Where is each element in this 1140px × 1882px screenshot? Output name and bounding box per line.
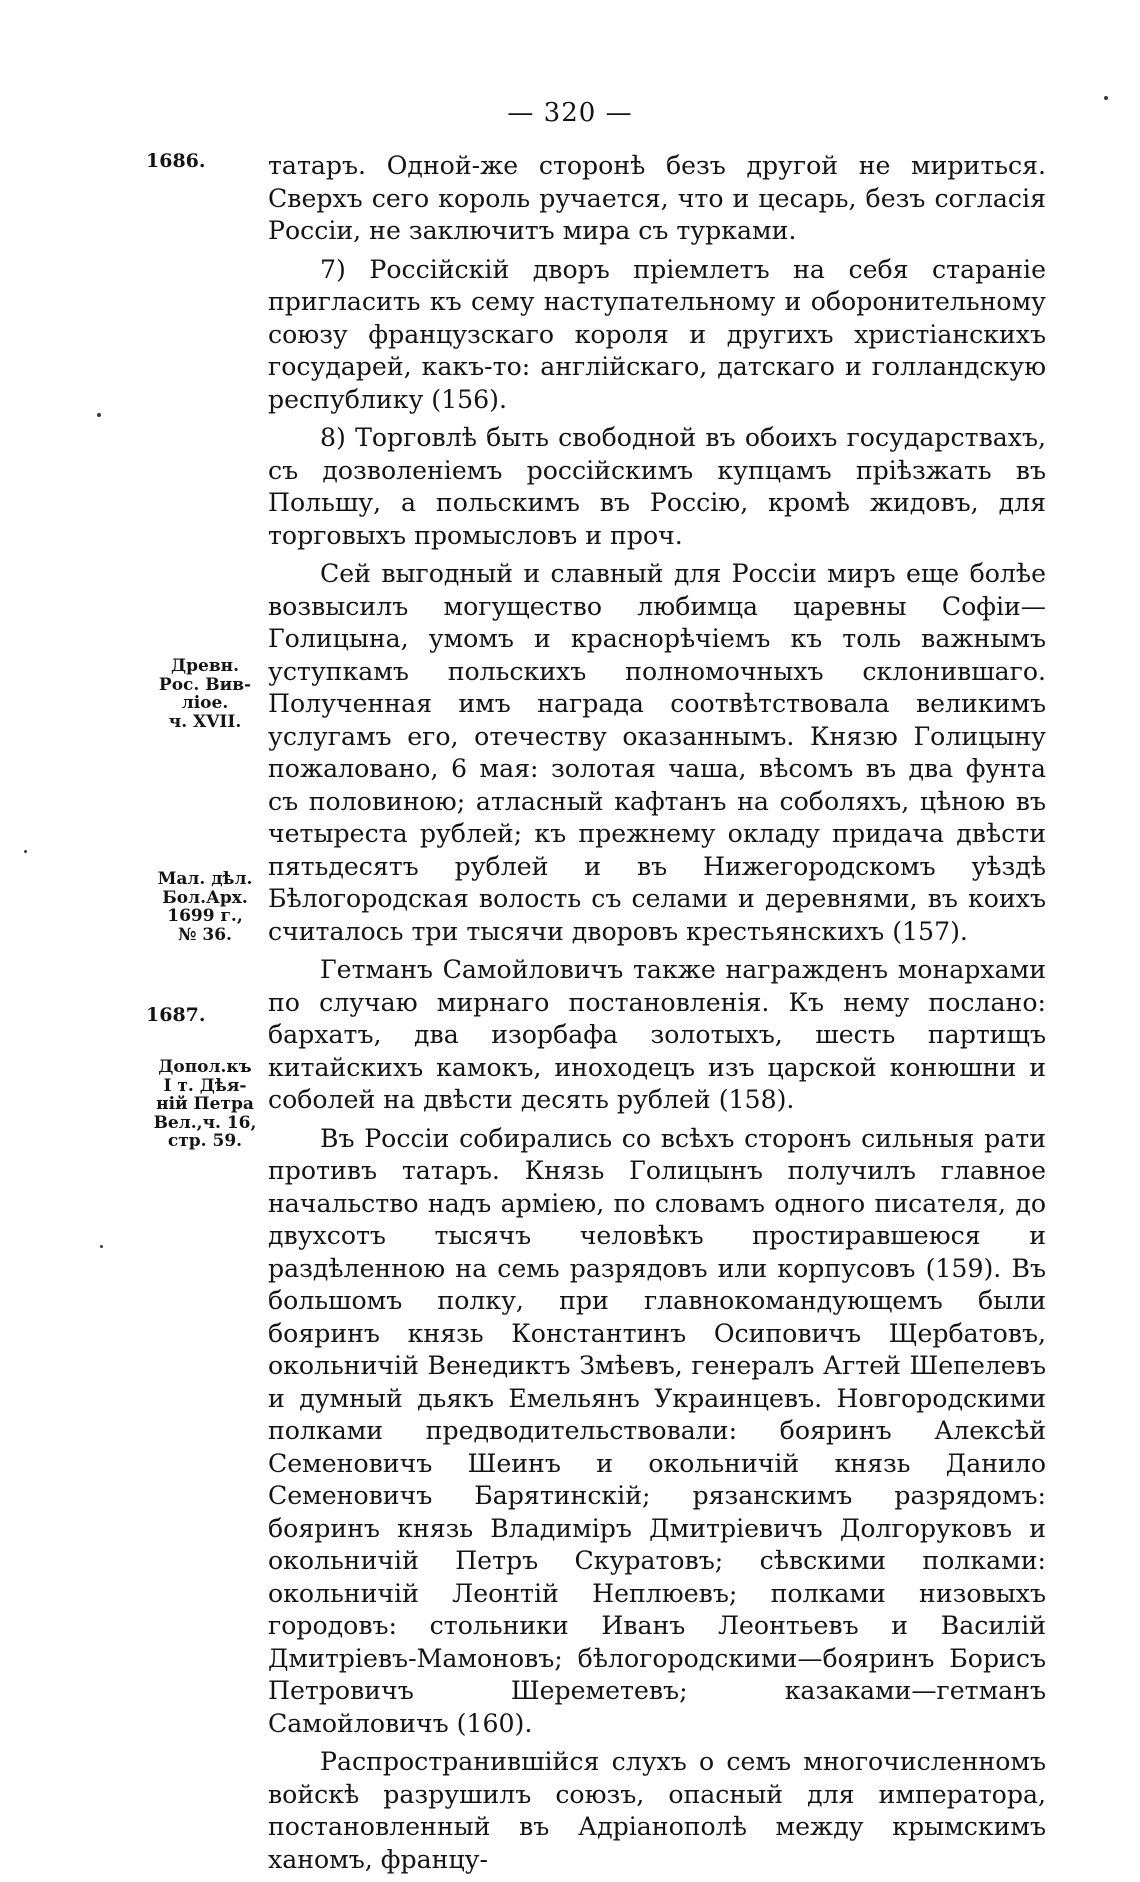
margin-year-1687: 1687. <box>146 1004 206 1026</box>
margin-note-archive: Мал. дѣл. Бол.Арх. 1699 г., № 36. <box>157 869 253 945</box>
paragraph-rumour: Распространившійся слухъ о семъ многочисленномъ войскѣ разрушилъ союзъ, опасный для императора, постановленный въ Адріанополѣ между крымскимъ ханомъ, францу- <box>268 1747 1046 1874</box>
scan-speck <box>24 850 27 853</box>
scan-speck <box>100 1245 103 1248</box>
main-text <box>268 150 1046 1882</box>
paragraph-article-8: 8) Торговлѣ быть свободной въ обоихъ государствахъ, съ дозволеніемъ россійскимъ купцамъ пріѣзжать въ Польшу, а польскимъ въ Россію, кромѣ жидовъ, для торговыхъ промысловъ и проч. <box>268 423 1046 550</box>
paragraph-golitsyn-reward: Сей выгодный и славный для Россіи миръ еще болѣе возвысилъ могущество любимца царевны Софіи—Голицына, умомъ и краснорѣчіемъ къ толь важнымъ уступкамъ польскихъ полномочныхъ склонившаго. Полученная имъ награда соотвѣтствовала великимъ услугамъ его, отечеству оказаннымъ. Князю Голицыну пожаловано, 6 мая: золотая чаша, вѣсомъ въ два фунта съ половиною; атласный кафтанъ на соболяхъ, цѣною въ четыреста рублей; къ прежнему окладу придача двѣсти пятьдесятъ рублей и въ Нижегородскомъ уѣздѣ Бѣлогородская волость съ селами и деревнями, въ коихъ считалось три тысячи дворовъ крестьянскихъ (157). <box>268 559 1046 946</box>
margin-note-source: Древн. Рос. Вив- ліое. ч. XVII. <box>158 656 252 732</box>
margin-note-supplement: Допол.къ I т. Дѣя- ній Петра Вел.,ч. 16, стр. 59. <box>153 1057 257 1151</box>
margin-year-1686: 1686. <box>146 150 206 172</box>
paragraph-army-gathering: Въ Россіи собирались со всѣхъ сторонъ сильныя рати противъ татаръ. Князь Голицынъ получилъ главное начальство надъ арміею, по словамъ одного писателя, до двухсотъ тысячъ человѣкъ простиравшеюся и раздѣленною на семь разрядовъ или корпусовъ (159). Въ большомъ полку, при главнокомандующемъ были бояринъ князь Константинъ Осиповичъ Щербатовъ, окольничій Венедиктъ Змѣевъ, генералъ Агтей Шепелевъ и думный дьякъ Емельянъ Украинцевъ. Новгородскими полками предводительствовали: бояринъ Алексѣй Семеновичъ Шеинъ и окольничій князь Данило Семеновичъ Барятинскій; рязанскимъ разрядомъ: бояринъ князь Владиміръ Дмитріевичъ Долгоруковъ и окольничій Петръ Скуратовъ; сѣвскими полками: окольничій Леонтій Неплюевъ; полками низовыхъ городовъ: стольники Иванъ Леонтьевъ и Василій Дмитріевъ-Мамоновъ; бѣлогородскими—бояринъ Борисъ Петровичъ Шереметевъ; казаками—гетманъ Самойловичъ (160). <box>268 1123 1046 1738</box>
paragraph-continuation: татаръ. Одной-же сторонѣ безъ другой не мириться. Сверхъ сего король ручается, что и цесарь, безъ согласія Россіи, не заключитъ мира съ турками. <box>268 151 1046 245</box>
paragraph-article-7: 7) Россійскій дворъ пріемлетъ на себя стараніе пригласить къ сему наступательному и оборонительному союзу французскаго короля и другихъ христіанскихъ государей, какъ-то: англійскаго, датскаго и голландскую республику (156). <box>268 254 1046 414</box>
scan-speck <box>1104 96 1108 100</box>
scan-speck <box>97 413 101 417</box>
page-number: — 320 — <box>507 98 633 128</box>
paragraph-hetman-reward: Гетманъ Самойловичъ также награжденъ монархами по случаю мирнаго постановленія. Къ нему послано: бархатъ, два изорбафа золотыхъ, шесть партищъ китайскихъ камокъ, иноходецъ изъ царской конюшни и соболей на двѣсти десять рублей (158). <box>268 955 1046 1114</box>
